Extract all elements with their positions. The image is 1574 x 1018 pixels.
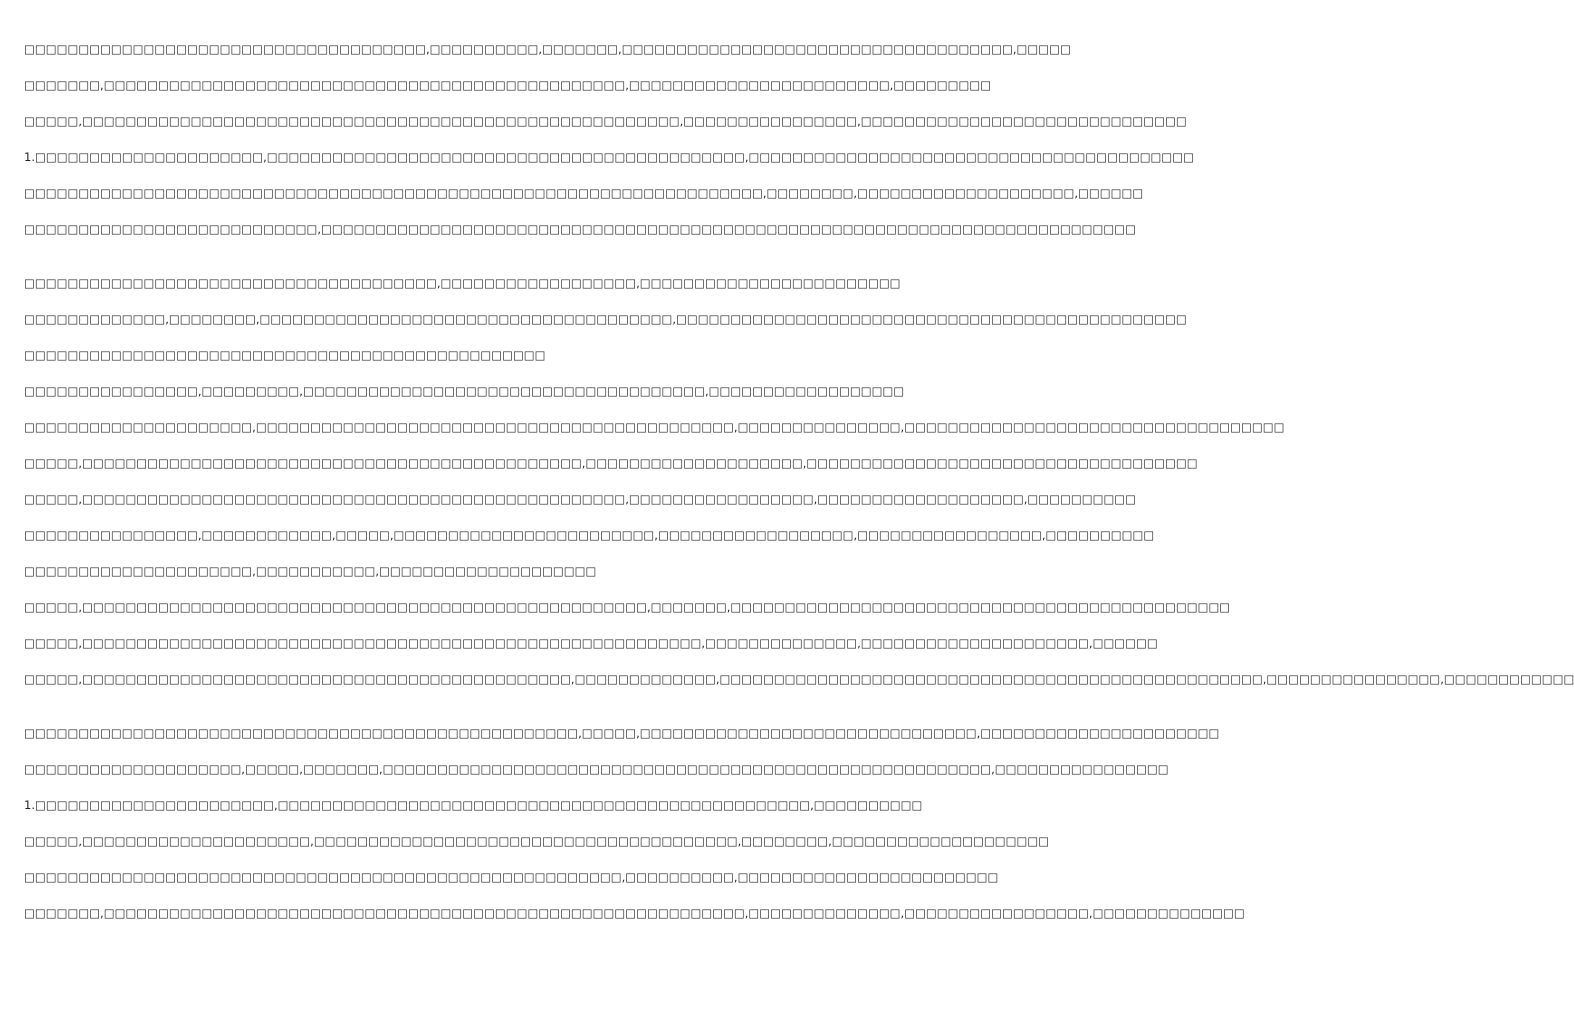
paragraph-12: □□□□□,□□□□□□□□□□□□□□□□□□□□□□□□□□□□□□□□□□□□□□□□□□□□□□,□□□□□□□□□□□□□□□□□□□□,□□□□□□□□□□□□□□□□□□□□□□□□□□□□□□□□□□□□	[24, 456, 1198, 470]
document-body	[24, 40, 1574, 1000]
paragraph-2: □□□□□□□,□□□□□□□□□□□□□□□□□□□□□□□□□□□□□□□□□□□□□□□□□□□□□□□□,□□□□□□□□□□□□□□□□□□□□□□□□,□□□□□□□□□	[24, 78, 992, 92]
paragraph-9: □□□□□□□□□□□□□□□□□□□□□□□□□□□□□□□□□□□□□□□□□□□□□□□□	[24, 348, 546, 362]
paragraph-5: □□□□□□□□□□□□□□□□□□□□□□□□□□□□□□□□□□□□□□□□□□□□□□□□□□□□□□□□□□□□□□□□□□□□,□□□□□□□□,□□□□□□□□□□□□□□□□□□□□,□□□□□□	[24, 186, 1144, 200]
paragraph-3: □□□□□,□□□□□□□□□□□□□□□□□□□□□□□□□□□□□□□□□□□□□□□□□□□□□□□□□□□□□□□,□□□□□□□□□□□□□□□□,□□□□□□□□□□□□□□□□□□□□□□□□□□□□□□	[24, 114, 1187, 128]
paragraph-20: □□□□□□□□□□□□□□□□□□□□,□□□□□,□□□□□□□,□□□□□□□□□□□□□□□□□□□□□□□□□□□□□□□□□□□□□□□□□□□□□□□□□□□□□□□□,□□□□□□□□□□□□□□□□	[24, 762, 1169, 776]
paragraph-22: □□□□□,□□□□□□□□□□□□□□□□□□□□□,□□□□□□□□□□□□□□□□□□□□□□□□□□□□□□□□□□□□□□□,□□□□□□□□,□□□□□□□□□□□□□□□□□□□□	[24, 834, 1050, 848]
paragraph-14: □□□□□□□□□□□□□□□□,□□□□□□□□□□□□,□□□□□,□□□□□□□□□□□□□□□□□□□□□□□□,□□□□□□□□□□□□□□□□□□,□□□□□□□□□□□□□□□□□,□□□□□□□□□□	[24, 528, 1155, 542]
paragraph-13: □□□□□,□□□□□□□□□□□□□□□□□□□□□□□□□□□□□□□□□□□□□□□□□□□□□□□□□□,□□□□□□□□□□□□□□□□□,□□□□□□□□□□□□□□□□□□□,□□□□□□□□□□	[24, 492, 1137, 506]
paragraph-24: □□□□□□□,□□□□□□□□□□□□□□□□□□□□□□□□□□□□□□□□□□□□□□□□□□□□□□□□□□□□□□□□□□□,□□□□□□□□□□□□□□,□□□□□□□□□□□□□□□□□,□□□□□□□□□□□□□□	[24, 906, 1245, 920]
paragraph-18: □□□□□,□□□□□□□□□□□□□□□□□□□□□□□□□□□□□□□□□□□□□□□□□□□□□,□□□□□□□□□□□□□,□□□□□□□□□□□□□□□□□□□□□□□□□□□□□□□□□□□□□□□□□□□□□□□□□□,□□□□□□□□□□□□□□□□,□□□□□□□□□□□□	[24, 672, 1574, 686]
paragraph-10: □□□□□□□□□□□□□□□□,□□□□□□□□□,□□□□□□□□□□□□□□□□□□□□□□□□□□□□□□□□□□□□□,□□□□□□□□□□□□□□□□□□	[24, 384, 905, 398]
paragraph-21: 1.□□□□□□□□□□□□□□□□□□□□□□,□□□□□□□□□□□□□□□□□□□□□□□□□□□□□□□□□□□□□□□□□□□□□□□□□,□□□□□□□□□□	[24, 798, 923, 812]
paragraph-23: □□□□□□□□□□□□□□□□□□□□□□□□□□□□□□□□□□□□□□□□□□□□□□□□□□□□□□□,□□□□□□□□□□,□□□□□□□□□□□□□□□□□□□□□□□□	[24, 870, 999, 884]
paragraph-11: □□□□□□□□□□□□□□□□□□□□□,□□□□□□□□□□□□□□□□□□□□□□□□□□□□□□□□□□□□□□□□□□□□,□□□□□□□□□□□□□□□,□□□□□□□□□□□□□□□□□□□□□□□□□□□□□□□□□□□	[24, 420, 1285, 434]
paragraph-15: □□□□□□□□□□□□□□□□□□□□□,□□□□□□□□□□□,□□□□□□□□□□□□□□□□□□□□	[24, 564, 597, 578]
paragraph-6: □□□□□□□□□□□□□□□□□□□□□□□□□□□,□□□□□□□□□□□□□□□□□□□□□□□□□□□□□□□□□□□□□□□□□□□□□□□□□□□□□□□□□□□□□□□□□□□□□□□□□□□	[24, 222, 1136, 236]
paragraph-16: □□□□□,□□□□□□□□□□□□□□□□□□□□□□□□□□□□□□□□□□□□□□□□□□□□□□□□□□□□,□□□□□□□,□□□□□□□□□□□□□□□□□□□□□□□□□□□□□□□□□□□□□□□□□□□□□□	[24, 600, 1231, 614]
paragraph-8: □□□□□□□□□□□□□,□□□□□□□□,□□□□□□□□□□□□□□□□□□□□□□□□□□□□□□□□□□□□□□,□□□□□□□□□□□□□□□□□□□□□□□□□□□□□□□□□□□□□□□□□□□□□□□	[24, 312, 1187, 326]
paragraph-7: □□□□□□□□□□□□□□□□□□□□□□□□□□□□□□□□□□□□□□,□□□□□□□□□□□□□□□□□□,□□□□□□□□□□□□□□□□□□□□□□□□	[24, 276, 901, 290]
paragraph-17: □□□□□,□□□□□□□□□□□□□□□□□□□□□□□□□□□□□□□□□□□□□□□□□□□□□□□□□□□□□□□□□,□□□□□□□□□□□□□□,□□□□□□□□□□□□□□□□□□□□□,□□□□□□	[24, 636, 1158, 650]
paragraph-1: □□□□□□□□□□□□□□□□□□□□□□□□□□□□□□□□□□□□□,□□□□□□□□□□,□□□□□□□,□□□□□□□□□□□□□□□□□□□□□□□□□□□□□□□□□□□□,□□□□□	[24, 42, 1071, 56]
paragraph-4: 1.□□□□□□□□□□□□□□□□□□□□□,□□□□□□□□□□□□□□□□□□□□□□□□□□□□□□□□□□□□□□□□□□□□,□□□□□□□□□□□□□□□□□□□□□□□□□□□□□□□□□□□□□□□□□	[24, 150, 1195, 164]
paragraph-19: □□□□□□□□□□□□□□□□□□□□□□□□□□□□□□□□□□□□□□□□□□□□□□□□□□□,□□□□□,□□□□□□□□□□□□□□□□□□□□□□□□□□□□□□□,□□□□□□□□□□□□□□□□□□□□□□	[24, 726, 1220, 740]
